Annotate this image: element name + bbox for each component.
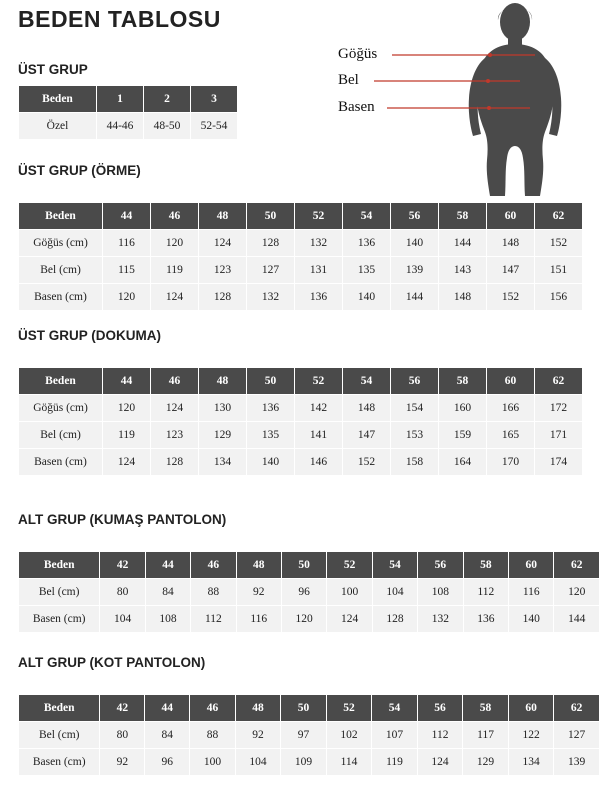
table-cell: 144 (554, 606, 600, 633)
table-cell: 124 (103, 449, 151, 476)
table-cell: Bel (cm) (19, 722, 100, 749)
table-header-row (19, 695, 600, 722)
table-cell: 123 (199, 257, 247, 284)
table-row (19, 113, 238, 140)
table-cell: 129 (199, 422, 247, 449)
section-heading-alt-grup-kumas-pantolon: ALT GRUP (KUMAŞ PANTOLON) (18, 512, 227, 527)
table-cell: 104 (372, 579, 417, 606)
table-cell: 108 (418, 579, 463, 606)
table-cell: 128 (151, 449, 199, 476)
table-cell: 112 (417, 722, 463, 749)
table-cell: 136 (463, 606, 508, 633)
table-cell: 147 (343, 422, 391, 449)
table-row (19, 749, 600, 776)
table-header-cell: 62 (554, 552, 600, 579)
table-header-cell: 1 (97, 86, 144, 113)
table-cell: 109 (281, 749, 327, 776)
table-cell: 151 (535, 257, 583, 284)
table-header-cell: 56 (418, 552, 463, 579)
table-cell: 119 (103, 422, 151, 449)
table-cell: 144 (391, 284, 439, 311)
table-cell: 136 (247, 395, 295, 422)
table-row (19, 449, 583, 476)
table-header-cell: 44 (103, 203, 151, 230)
table-cell: 116 (236, 606, 281, 633)
table-header-cell: 52 (327, 552, 372, 579)
table-cell: 124 (199, 230, 247, 257)
table-cell: Basen (cm) (19, 449, 103, 476)
table-header-cell: 62 (554, 695, 600, 722)
table-header-cell: 50 (247, 368, 295, 395)
table-cell: 124 (417, 749, 463, 776)
table-header-row (19, 552, 600, 579)
table-cell: 134 (508, 749, 554, 776)
table-cell: 134 (199, 449, 247, 476)
table-header-cell: 62 (535, 368, 583, 395)
table-header-cell: 56 (391, 368, 439, 395)
table-header-row (19, 368, 583, 395)
table-header-cell: 60 (487, 203, 535, 230)
table-header-cell: 62 (535, 203, 583, 230)
table-header-cell: 3 (191, 86, 238, 113)
table-header-cell: Beden (19, 695, 100, 722)
table-header-cell: 56 (391, 203, 439, 230)
table-row (19, 230, 583, 257)
table-cell: Basen (cm) (19, 606, 100, 633)
table-header-cell: 52 (295, 368, 343, 395)
section-heading-ust-grup-orme: ÜST GRUP (ÖRME) (18, 163, 141, 178)
table-cell: 170 (487, 449, 535, 476)
table-cell: 147 (487, 257, 535, 284)
table-row (19, 722, 600, 749)
table-header-cell: 58 (439, 203, 487, 230)
callout-labels (330, 0, 600, 200)
table-cell: 122 (508, 722, 554, 749)
table-cell: 132 (295, 230, 343, 257)
table-cell: 120 (103, 284, 151, 311)
table-cell: 92 (236, 579, 281, 606)
table-cell: 108 (145, 606, 190, 633)
table-cell: 124 (151, 395, 199, 422)
table-header-cell: 58 (439, 368, 487, 395)
table-row (19, 579, 600, 606)
table-cell: 120 (103, 395, 151, 422)
table-cell: 135 (343, 257, 391, 284)
table-cell: Basen (cm) (19, 749, 100, 776)
table-cell: 171 (535, 422, 583, 449)
table-cell: 123 (151, 422, 199, 449)
table-cell: 148 (343, 395, 391, 422)
table-cell: 140 (509, 606, 554, 633)
table-cell: 128 (372, 606, 417, 633)
table-cell: 159 (439, 422, 487, 449)
table-cell: Göğüs (cm) (19, 395, 103, 422)
table-header-cell: 54 (372, 552, 417, 579)
table-cell: 153 (391, 422, 439, 449)
table-cell: 120 (281, 606, 326, 633)
table-header-cell: 46 (191, 552, 236, 579)
page-title: BEDEN TABLOSU (18, 6, 221, 32)
table-cell: 104 (235, 749, 281, 776)
table-cell: 144 (439, 230, 487, 257)
table-cell: 132 (247, 284, 295, 311)
table-cell: 140 (343, 284, 391, 311)
table-cell: 44-46 (97, 113, 144, 140)
table-cell: 114 (326, 749, 372, 776)
table-cell: 117 (463, 722, 509, 749)
table-cell: 120 (151, 230, 199, 257)
table-cell: 164 (439, 449, 487, 476)
table-cell: 112 (191, 606, 236, 633)
table-cell: 129 (463, 749, 509, 776)
table-cell: Basen (cm) (19, 284, 103, 311)
table-alt-grup-kot-pantolon (18, 694, 600, 776)
table-cell: Bel (cm) (19, 257, 103, 284)
table-cell: 140 (391, 230, 439, 257)
callout-label-gogus: Göğüs (338, 46, 378, 62)
table-header-cell: 60 (509, 552, 554, 579)
table-cell: 112 (463, 579, 508, 606)
table-cell: 124 (327, 606, 372, 633)
table-cell: 148 (487, 230, 535, 257)
table-cell: 107 (372, 722, 418, 749)
table-cell: 165 (487, 422, 535, 449)
table-cell: 128 (247, 230, 295, 257)
table-cell: 146 (295, 449, 343, 476)
table-cell: 139 (391, 257, 439, 284)
table-cell: 143 (439, 257, 487, 284)
table-header-cell: 42 (100, 695, 145, 722)
table-header-cell: 48 (235, 695, 281, 722)
table-cell: Özel (19, 113, 97, 140)
table-cell: 116 (509, 579, 554, 606)
section-heading-ust-grup: ÜST GRUP (18, 62, 88, 77)
table-header-row (19, 86, 238, 113)
section-heading-ust-grup-dokuma: ÜST GRUP (DOKUMA) (18, 328, 161, 343)
table-cell: 104 (100, 606, 145, 633)
table-row (19, 284, 583, 311)
callout-label-basen: Basen (338, 99, 375, 115)
table-cell: 48-50 (144, 113, 191, 140)
table-cell: 152 (487, 284, 535, 311)
table-header-cell: 52 (326, 695, 372, 722)
table-cell: 148 (439, 284, 487, 311)
table-ust-grup-dokuma (18, 367, 583, 476)
table-cell: 166 (487, 395, 535, 422)
table-cell: 142 (295, 395, 343, 422)
table-cell: 100 (327, 579, 372, 606)
table-cell: 158 (391, 449, 439, 476)
table-cell: 140 (247, 449, 295, 476)
table-cell: 102 (326, 722, 372, 749)
table-cell: Göğüs (cm) (19, 230, 103, 257)
table-cell: 136 (343, 230, 391, 257)
table-header-cell: 46 (151, 368, 199, 395)
table-header-cell: 44 (145, 695, 190, 722)
table-cell: 172 (535, 395, 583, 422)
table-cell: 160 (439, 395, 487, 422)
table-row (19, 422, 583, 449)
table-cell: 92 (235, 722, 281, 749)
table-cell: 131 (295, 257, 343, 284)
table-cell: 128 (199, 284, 247, 311)
table-cell: 84 (145, 722, 190, 749)
table-cell: 80 (100, 579, 145, 606)
table-header-cell: 48 (236, 552, 281, 579)
table-header-cell: 54 (372, 695, 418, 722)
table-cell: 127 (247, 257, 295, 284)
table-cell: 80 (100, 722, 145, 749)
table-cell: 139 (554, 749, 600, 776)
table-cell: 88 (191, 579, 236, 606)
table-cell: 141 (295, 422, 343, 449)
table-cell: 92 (100, 749, 145, 776)
table-header-row (19, 203, 583, 230)
table-cell: 115 (103, 257, 151, 284)
table-cell: 84 (145, 579, 190, 606)
table-row (19, 395, 583, 422)
table-cell: 132 (418, 606, 463, 633)
table-row (19, 606, 600, 633)
table-header-cell: 54 (343, 203, 391, 230)
table-header-cell: 52 (295, 203, 343, 230)
table-cell: 135 (247, 422, 295, 449)
table-cell: 119 (372, 749, 418, 776)
table-header-cell: 50 (281, 552, 326, 579)
table-cell: 100 (190, 749, 236, 776)
table-cell: 154 (391, 395, 439, 422)
table-header-cell: 44 (103, 368, 151, 395)
table-cell: 174 (535, 449, 583, 476)
table-cell: 52-54 (191, 113, 238, 140)
table-header-cell: 46 (190, 695, 236, 722)
table-cell: 119 (151, 257, 199, 284)
table-header-cell: 42 (100, 552, 145, 579)
table-cell: 97 (281, 722, 327, 749)
table-header-cell: 2 (144, 86, 191, 113)
table-cell: 127 (554, 722, 600, 749)
table-cell: 120 (554, 579, 600, 606)
table-cell: 116 (103, 230, 151, 257)
section-heading-alt-grup-kot-pantolon: ALT GRUP (KOT PANTOLON) (18, 655, 206, 670)
table-header-cell: 46 (151, 203, 199, 230)
table-header-cell: 48 (199, 203, 247, 230)
table-header-cell: 44 (145, 552, 190, 579)
table-cell: 152 (535, 230, 583, 257)
table-header-cell: Beden (19, 203, 103, 230)
table-cell: 152 (343, 449, 391, 476)
table-ust-grup-orme (18, 202, 583, 311)
table-cell: 96 (145, 749, 190, 776)
table-row (19, 257, 583, 284)
table-alt-grup-kumas-pantolon (18, 551, 600, 633)
table-header-cell: 58 (463, 552, 508, 579)
table-header-cell: 50 (247, 203, 295, 230)
table-cell: 136 (295, 284, 343, 311)
table-ust-grup (18, 85, 238, 140)
table-cell: Bel (cm) (19, 422, 103, 449)
callout-label-bel: Bel (338, 72, 359, 88)
table-header-cell: 60 (508, 695, 554, 722)
table-header-cell: 48 (199, 368, 247, 395)
table-header-cell: Beden (19, 368, 103, 395)
table-cell: 130 (199, 395, 247, 422)
table-header-cell: Beden (19, 552, 100, 579)
table-header-cell: 56 (417, 695, 463, 722)
body-figure (330, 0, 600, 200)
table-cell: 96 (281, 579, 326, 606)
table-header-cell: Beden (19, 86, 97, 113)
table-header-cell: 50 (281, 695, 327, 722)
table-header-cell: 58 (463, 695, 509, 722)
table-cell: 156 (535, 284, 583, 311)
table-header-cell: 54 (343, 368, 391, 395)
table-cell: Bel (cm) (19, 579, 100, 606)
table-cell: 124 (151, 284, 199, 311)
table-cell: 88 (190, 722, 236, 749)
table-header-cell: 60 (487, 368, 535, 395)
